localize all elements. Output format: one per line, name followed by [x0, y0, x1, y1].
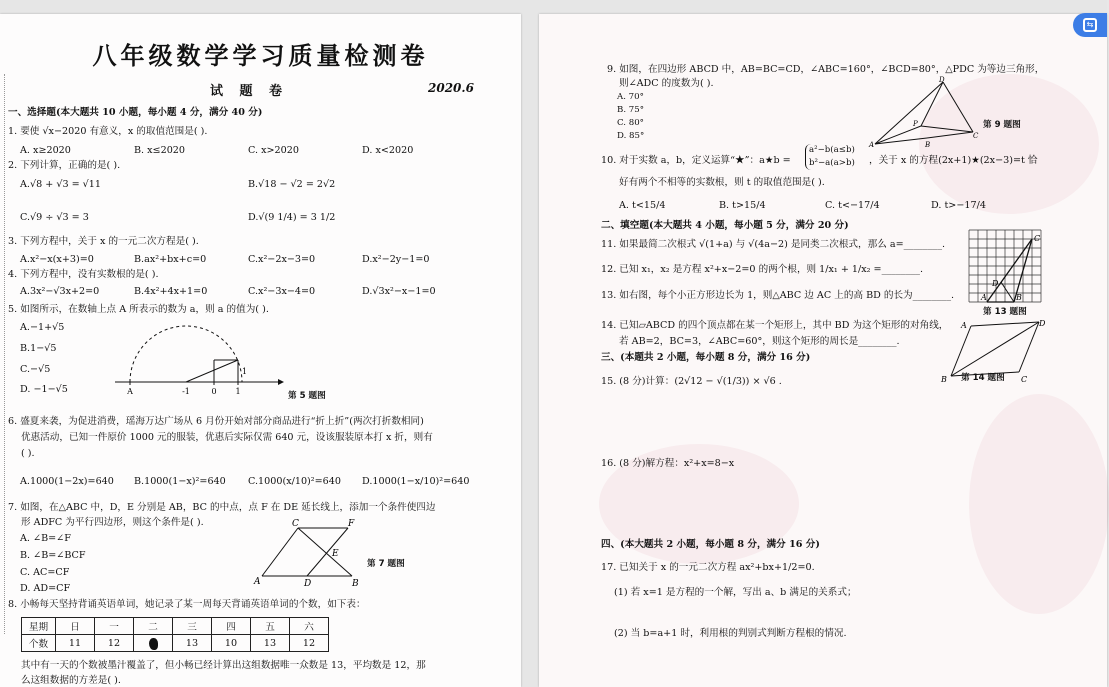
- q8-value-cell: 11: [56, 635, 95, 652]
- question-8-line3: 么这组数据的方差是( ).: [21, 675, 121, 686]
- q13-grid-figure: [967, 228, 1045, 304]
- question-16: 16. (8 分)解方程：x²+x=8−x: [601, 458, 735, 469]
- q5-option-a: A.−1+√5: [20, 322, 65, 333]
- exam-title: 八年级数学学习质量检测卷: [92, 42, 429, 70]
- q3-option-b: B.ax²+bx+c=0: [134, 254, 207, 265]
- q8-value-cell: 个数: [22, 635, 56, 652]
- q10-option-d: D. t>−17/4: [931, 200, 986, 211]
- question-10-line1b: ，关于 x 的方程(2x+1)★(2x−3)=t 恰: [869, 155, 1038, 166]
- q6-option-b: B.1000(1−x)²=640: [134, 476, 226, 487]
- q7-point-d: D: [304, 579, 312, 589]
- q9-point-b: B: [925, 141, 931, 149]
- q10-option-c: C. t<−17/4: [825, 200, 880, 211]
- question-13: 13. 如右图，每个小正方形边长为 1，则△ABC 边 AC 上的高 BD 的长为________.: [601, 290, 955, 301]
- q7-option-b: B. ∠B=∠BCF: [20, 550, 86, 561]
- q5-tick-0: 0: [211, 387, 217, 396]
- question-7-line2: 形 ADFC 为平行四边形，则这个条件是( ).: [21, 517, 204, 528]
- page-left[interactable]: [0, 14, 521, 687]
- question-8-line2: 其中有一天的个数被墨汁覆盖了，但小畅已经计算出这组数据唯一众数是 13，平均数是 12，那: [21, 660, 426, 671]
- q4-option-b: B.4x²+4x+1=0: [134, 286, 208, 297]
- q13-point-a: A: [981, 293, 987, 302]
- q5-height-label: 1: [242, 367, 248, 376]
- q8-value-cell: 13: [251, 635, 290, 652]
- q9-quadrilateral-figure: [869, 76, 979, 148]
- q2-option-d: D.√(9 1/4) = 3 1/2: [248, 212, 336, 223]
- q7-point-a: A: [254, 577, 261, 587]
- q8-value-cell: 13: [173, 635, 212, 652]
- q7-option-a: A. ∠B=∠F: [20, 533, 71, 544]
- q8-value-cell: 10: [212, 635, 251, 652]
- q8-table-value-row: [22, 635, 329, 652]
- question-6-line1: 6. 盛夏来袭，为促进消费，瑶海万达广场从 6 月份开始对部分商品进行“折上折”(两次打折数相同): [8, 416, 424, 427]
- q5-point-a: A: [127, 387, 133, 396]
- q8-table: [21, 617, 329, 652]
- q9-point-p: P: [913, 120, 918, 128]
- ink-blot-icon: [149, 638, 158, 650]
- question-10-line1: 10. 对于实数 a，b，定义运算“★”：a★b =: [601, 155, 791, 166]
- q2-option-c: C.√9 ÷ √3 = 3: [20, 212, 89, 223]
- q8-head-cell: 二: [134, 618, 173, 635]
- q9-point-c: C: [973, 132, 979, 140]
- q4-option-d: D.√3x²−x−1=0: [362, 286, 436, 297]
- q1-option-a: A. x≥2020: [20, 145, 71, 156]
- q3-option-a: A.x²−x(x+3)=0: [20, 254, 94, 265]
- question-9-line1: 9. 如图，在四边形 ABCD 中，AB=BC=CD，∠ABC=160°，∠BCD=80°，△PDC 为等边三角形，: [607, 64, 1045, 75]
- q8-head-cell: 五: [251, 618, 290, 635]
- q8-head-cell: 三: [173, 618, 212, 635]
- q14-point-d: D: [1039, 319, 1046, 328]
- exam-subtitle: 试 题 卷: [210, 84, 289, 99]
- q6-option-a: A.1000(1−2x)=640: [20, 476, 114, 487]
- q7-option-c: C. AC=CF: [20, 567, 70, 578]
- q14-point-a: A: [961, 321, 967, 330]
- q1-option-c: C. x>2020: [248, 145, 299, 156]
- q5-figure-caption: 第 5 题图: [288, 391, 326, 401]
- q9-point-d: D: [939, 76, 945, 84]
- q6-option-c: C.1000(x/10)²=640: [248, 476, 341, 487]
- question-14-line1: 14. 已知▱ABCD 的四个顶点都在某一个矩形上，其中 BD 为这个矩形的对角线，: [601, 320, 949, 331]
- question-17-part2: (2) 当 b=a+1 时，利用根的判别式判断方程根的情况.: [614, 628, 847, 639]
- translate-icon: ⇆: [1083, 18, 1097, 32]
- q5-option-c: C.−√5: [20, 364, 51, 375]
- page-right[interactable]: [539, 14, 1107, 687]
- q1-option-b: B. x≤2020: [134, 145, 186, 156]
- q5-option-b: B.1−√5: [20, 343, 57, 354]
- q3-option-c: C.x²−2x−3=0: [248, 254, 316, 265]
- q13-point-c: C: [1034, 234, 1041, 243]
- q8-ink-covered-cell: [134, 635, 173, 652]
- q8-head-cell: 六: [290, 618, 329, 635]
- q5-tick-neg1: -1: [182, 387, 190, 396]
- q10-option-a: A. t<15/4: [619, 200, 666, 211]
- q7-point-c: C: [292, 519, 299, 529]
- q2-option-a: A.√8 + √3 = √11: [20, 179, 102, 190]
- q6-option-d: D.1000(1−x/10)²=640: [362, 476, 470, 487]
- q7-point-f: F: [348, 519, 355, 529]
- q1-option-d: D. x<2020: [362, 145, 414, 156]
- q3-option-d: D.x²−2y−1=0: [362, 254, 430, 265]
- q7-figure-caption: 第 7 题图: [367, 559, 405, 569]
- q5-number-line-figure: [110, 332, 290, 396]
- section-4-heading: 四、(本大题共 2 小题，每小题 8 分，满分 16 分): [601, 539, 820, 550]
- q9-option-d: D. 85°: [617, 131, 645, 141]
- q7-option-d: D. AD=CF: [20, 583, 71, 594]
- q8-head-cell: 一: [95, 618, 134, 635]
- question-1: 1. 要使 √x−2020 有意义，x 的取值范围是( ).: [8, 126, 208, 137]
- floating-tool-button[interactable]: [1073, 13, 1107, 37]
- q2-option-b: B.√18 − √2 = 2√2: [248, 179, 336, 190]
- q14-point-c: C: [1021, 375, 1028, 384]
- question-6-line2: 优惠活动，已知一件原价 1000 元的服装，优惠后实际仅需 640 元，设该服装原本打 x 折，则有: [21, 432, 433, 443]
- binding-margin: [4, 74, 6, 634]
- q10-case-1: a²−b(a≤b): [809, 145, 855, 155]
- q13-point-d: D: [992, 279, 999, 288]
- q8-head-cell: 日: [56, 618, 95, 635]
- q7-point-e: E: [332, 549, 339, 559]
- q9-option-a: A. 70°: [617, 92, 644, 102]
- section-2-heading: 二、填空题(本大题共 4 小题，每小题 5 分，满分 20 分): [601, 220, 849, 231]
- question-4: 4. 下列方程中，没有实数根的是( ).: [8, 269, 159, 280]
- question-17-part1: (1) 若 x=1 是方程的一个解，写出 a、b 满足的关系式；: [614, 587, 857, 598]
- q14-figure-caption: 第 14 题图: [961, 373, 1005, 383]
- q9-point-a: A: [869, 141, 875, 149]
- question-11: 11. 如果最简二次根式 √(1+a) 与 √(4a−2) 是同类二次根式，那么 a=________.: [601, 239, 946, 250]
- q8-value-cell: 12: [290, 635, 329, 652]
- q8-head-cell: 星期: [22, 618, 56, 635]
- question-7-line1: 7. 如图，在△ABC 中，D，E 分别是 AB，BC 的中点，点 F 在 DE 延长线上，添加一个条件使四边: [8, 502, 436, 513]
- q4-option-c: C.x²−3x−4=0: [248, 286, 316, 297]
- q7-triangle-figure: [252, 516, 368, 588]
- q5-tick-1: 1: [235, 387, 241, 396]
- question-6-line3: ( ).: [21, 448, 35, 459]
- q9-figure-caption: 第 9 题图: [983, 120, 1021, 130]
- q10-piecewise: [805, 144, 855, 170]
- q5-option-d: D. −1−√5: [20, 384, 68, 395]
- exam-date: 2020.6: [428, 81, 474, 95]
- q10-option-b: B. t>15/4: [719, 200, 766, 211]
- q13-figure-caption: 第 13 题图: [983, 307, 1027, 317]
- q9-option-c: C. 80°: [617, 118, 644, 128]
- question-9-line2: 则∠ADC 的度数为( ).: [619, 78, 714, 89]
- q14-point-b: B: [941, 375, 947, 384]
- q13-point-b: B: [1016, 293, 1022, 302]
- question-15: 15. (8 分)计算：(2√12 − √(1/3)) × √6 .: [601, 376, 782, 387]
- question-3: 3. 下列方程中，关于 x 的一元二次方程是( ).: [8, 236, 199, 247]
- q8-head-cell: 四: [212, 618, 251, 635]
- q8-table-head-row: [22, 618, 329, 635]
- question-12: 12. 已知 x₁，x₂ 是方程 x²+x−2=0 的两个根，则 1/x₁ + 1/x₂ =________.: [601, 264, 924, 275]
- question-10-line2: 好有两个不相等的实数根，则 t 的取值范围是( ).: [619, 177, 825, 188]
- question-17: 17. 已知关于 x 的一元二次方程 ax²+bx+1/2=0.: [601, 562, 815, 573]
- q9-option-b: B. 75°: [617, 105, 645, 115]
- q4-option-a: A.3x²−√3x+2=0: [20, 286, 100, 297]
- q8-value-cell: 12: [95, 635, 134, 652]
- question-2: 2. 下列计算，正确的是( ).: [8, 160, 121, 171]
- q7-point-b: B: [352, 579, 359, 589]
- question-8: 8. 小畅每天坚持背诵英语单词，她记录了某一周每天背诵英语单词的个数，如下表：: [8, 599, 366, 610]
- section-1-heading: 一、选择题(本大题共 10 小题，每小题 4 分，满分 40 分): [8, 107, 263, 118]
- paper-stain: [969, 394, 1109, 614]
- q10-case-2: b²−a(a>b): [809, 158, 855, 168]
- section-3-heading: 三、(本题共 2 小题，每小题 8 分，满分 16 分): [601, 352, 811, 363]
- question-5: 5. 如图所示，在数轴上点 A 所表示的数为 a，则 a 的值为( ).: [8, 304, 269, 315]
- question-14-line2: 若 AB=2，BC=3，∠ABC=60°，则这个矩形的周长是________.: [619, 336, 900, 347]
